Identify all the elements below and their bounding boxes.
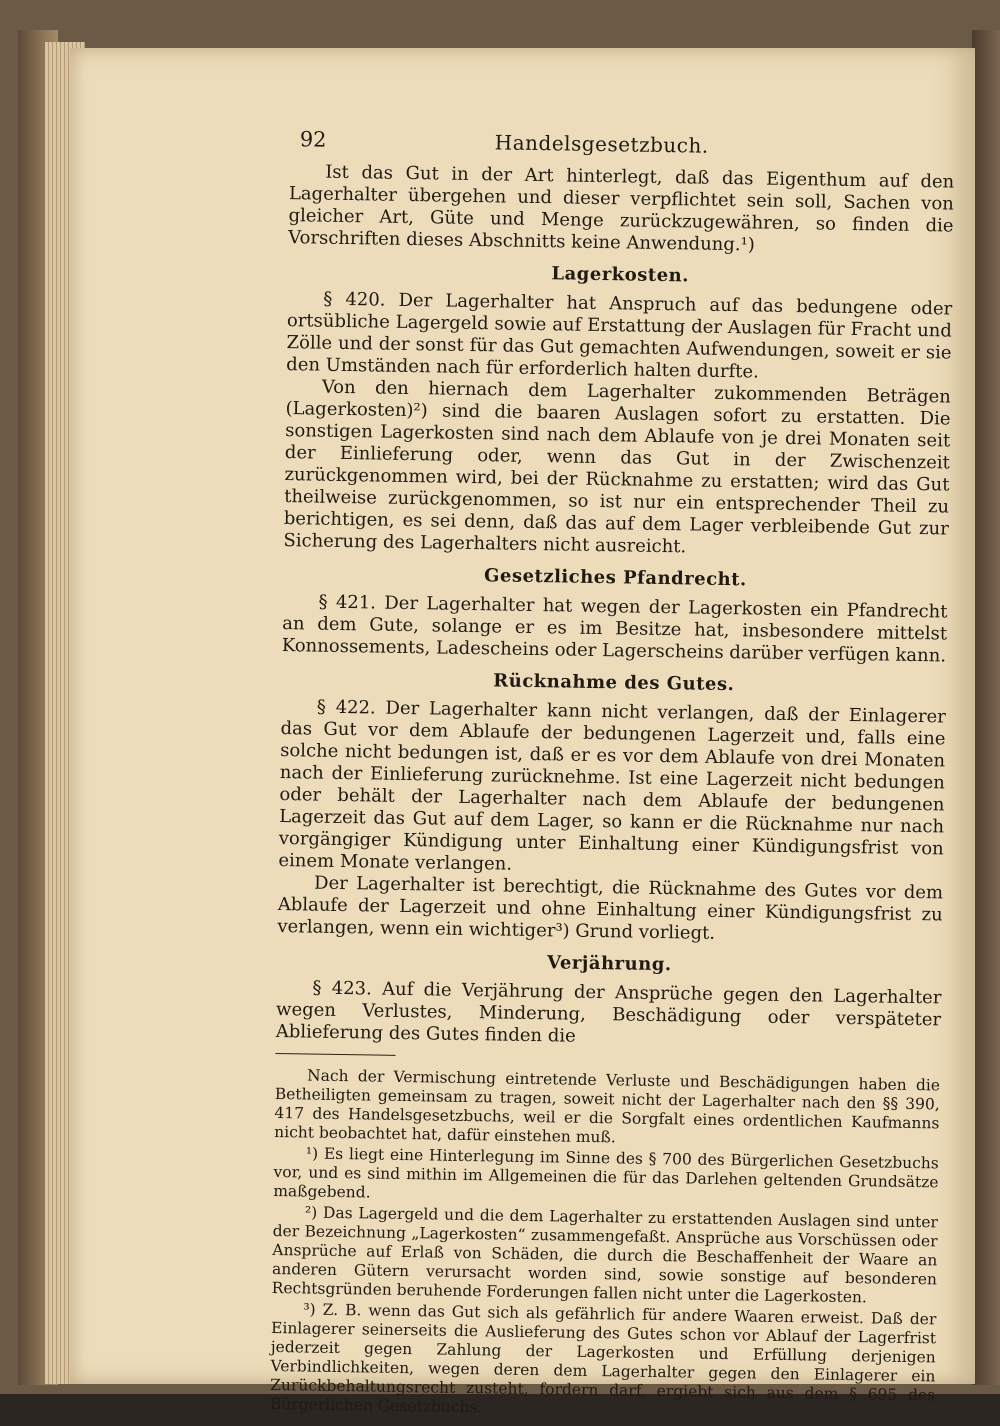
paragraph: § 423. Auf die Verjährung der Ansprüche gegen den Lagerhalter wegen Verlustes, Minderung, Beschädigung oder verspäteter Ablieferung des Gutes finden die (275, 977, 942, 1047)
paragraph: Der Lagerhalter ist berechtigt, die Rücknahme des Gutes vor dem Ablaufe der Lagerzeit und ohne Einhaltung einer Kündigungsfrist zu verlangen, wenn ein wichtiger³) Grund vorliegt. (277, 872, 944, 944)
section-heading: Verjährung. (546, 952, 672, 976)
section-heading: Lagerkosten. (551, 263, 690, 287)
paragraph: § 421. Der Lagerhalter hat wegen der Lagerkosten ein Pfandrecht an dem Gute, solange er es im Besitze hat, insbesondere mittelst Konnossements, Ladescheins oder Lagerscheins darüber verfügen kann. (281, 591, 948, 667)
footnote: Nach der Vermischung eintretende Verluste und Beschädigungen haben die Betheiligten gemeinsam zu tragen, soweit nicht der Lagerhalter nach den §§ 390, 417 des Handelsgesetzbuchs, weil er die Sorgfalt eines ordentlichen Kaufmanns nicht beobachtet hat, dafür einstehen muß. (274, 1066, 941, 1147)
footnote: ¹) Es liegt eine Hinterlegung im Sinne des § 700 des Bürgerlichen Gesetzbuchs vor, und es sind mithin im Allgemeinen die für das Darlehen geltenden Grundsätze maßgebend. (273, 1144, 939, 1202)
footnote: ²) Das Lagergeld und die dem Lagerhalter zu erstattenden Auslagen sind unter der Bezeichnung „Lagerkosten“ zusammengefaßt. Ansprüche aus Vorschüssen oder Ansprüche auf Erlaß von Schäden, die durch die Beschaffenheit der Waare an anderen Gütern verursacht worden sind, sowie sonstige auf besonderen Rechtsgründen beruhende Forderungen fallen nicht unter die Lagerkosten. (271, 1203, 939, 1307)
text-block (200, 126, 955, 1426)
book-cover-right (972, 30, 1000, 1385)
book-page (70, 48, 975, 1417)
section-heading: Rücknahme des Gutes. (493, 670, 735, 696)
paragraph: Ist das Gut in der Art hinterlegt, daß das Eigenthum auf den Lagerhalter übergehen und dieser verpflichtet sein soll, Sachen von gleicher Art, Güte und Menge zurückzugewähren, so finden die Vorschriften dieses Abschnitts keine Anwendung.¹) (288, 161, 955, 256)
paragraph: § 422. Der Lagerhalter kann nicht verlangen, daß der Einlagerer das Gut vor dem Ablaufe der bedungenen Lagerzeit und, falls eine solche nicht bedungen ist, daß er es vor dem Ablaufe von drei Monaten nach der Einlieferung zurücknehme. Ist eine Lagerzeit nicht bedungen oder behält der Lagerhalter nach dem Ablaufe der bedungenen Lagerzeit das Gut auf dem Lager, so kann er die Rücknahme nur nach vorgängiger Kündigung unter Einhaltung einer Kündigungsfrist von einem Monate verlangen. (278, 696, 946, 875)
page-number: 92 (299, 127, 327, 152)
paragraph: § 420. Der Lagerhalter hat Anspruch auf das bedungene oder ortsübliche Lagergeld sowie auf Erstattung der Auslagen für Fracht und Zölle und der sonst für das Gut gemachten Aufwendungen, soweit er sie den Umständen nach für erforderlich halten durfte. (286, 288, 953, 383)
footnote-divider (275, 1053, 395, 1056)
paragraph: Von den hiernach dem Lagerhalter zukommenden Beträgen (Lagerkosten)²) sind die baaren Auslagen sofort zu erstatten. Die sonstigen Lagerkosten sind nach dem Ablaufe von je drei Monaten seit der Einlieferung oder, wenn das Gut in der Zwischenzeit zurückgenommen wird, bei der Rücknahme zu erstatten; wird das Gut theilweise zurückgenommen, so ist nur ein entsprechender Theil zu berichtigen, es sei denn, daß das auf dem Lager verbleibende Gut zur Sicherung des Lagerhalters nicht ausreicht. (283, 376, 951, 558)
footnote: ³) Z. B. wenn das Gut sich als gefährlich für andere Waaren erweist. Daß der Einlagerer seinerseits die Auslieferung des Gutes schon vor Ablauf der Lagerfrist jederzeit gegen Zahlung der Lagerkosten und Erfüllung derjenigen Verbindlichkeiten, wegen deren dem Lagerhalter gegen den Einlagerer ein Zurückbehaltungsrecht zusteht, fordern darf, ergiebt sich aus dem § 695 des Bürgerlichen Gesetzbuchs. (269, 1300, 937, 1417)
section-heading: Gesetzliches Pfandrecht. (483, 565, 747, 591)
running-head: Handelsgesetzbuch. (494, 130, 709, 158)
